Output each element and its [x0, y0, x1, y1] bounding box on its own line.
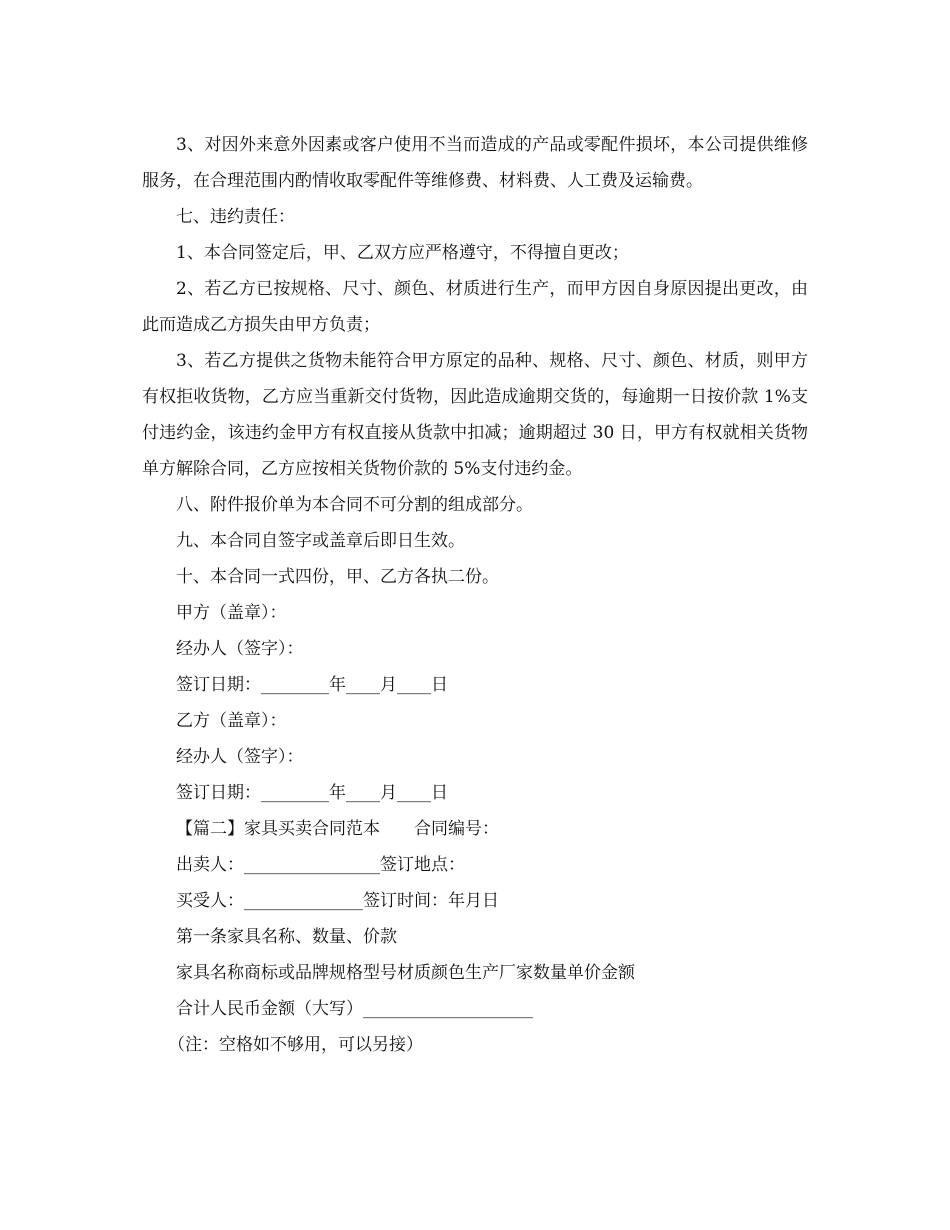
party-b-sign-date: 签订日期：________年____月____日 — [176, 783, 448, 803]
party-b-agent-signature: 经办人（签字）： — [176, 747, 304, 767]
furniture-table-header: 家具名称商标或品牌规格型号材质颜色生产厂家数量单价金额 — [176, 963, 635, 983]
party-a-seal: 甲方（盖章）： — [176, 603, 287, 623]
section-title-furniture-contract: 【篇二】家具买卖合同范本 合同编号： — [176, 819, 499, 839]
paragraph-clause-3: 3、若乙方提供之货物未能符合甲方原定的品种、规格、尺寸、颜色、材质，则甲方有权拒收货物，乙方应当重新交付货物，因此造成逾期交货的，每逾期一日按价款 1%支付违约金，该违约金甲方有权直接从货款中扣减；逾期超过 30 日，甲方有权就相关货物单方解除合同，乙方应按相关货物价款的 5%支付违约金。 — [142, 351, 808, 479]
heading-breach-liability: 七、违约责任： — [176, 207, 295, 227]
seller-line: 出卖人：________________签订地点： — [176, 855, 465, 875]
paragraph-effective: 九、本合同自签字或盖章后即日生效。 — [176, 531, 465, 551]
party-a-agent-signature: 经办人（签字）： — [176, 639, 304, 659]
paragraph-attachment: 八、附件报价单为本合同不可分割的组成部分。 — [176, 495, 533, 515]
total-amount-line: 合计人民币金额（大写）____________________ — [176, 999, 533, 1019]
paragraph-clause-2: 2、若乙方已按规格、尺寸、颜色、材质进行生产，而甲方因自身原因提出更改，由此而造成乙方损失由甲方负责； — [142, 279, 808, 335]
paragraph-copies: 十、本合同一式四份，甲、乙方各执二份。 — [176, 567, 499, 587]
article-one-title: 第一条家具名称、数量、价款 — [176, 927, 397, 947]
party-b-seal: 乙方（盖章）： — [176, 711, 287, 731]
note-line: （注：空格如不够用，可以另接） — [168, 1035, 423, 1055]
paragraph-clause-1: 1、本合同签定后，甲、乙双方应严格遵守，不得擅自更改； — [176, 243, 629, 263]
party-a-sign-date: 签订日期：________年____月____日 — [176, 675, 448, 695]
buyer-line: 买受人：______________签订时间：年月日 — [176, 891, 499, 911]
paragraph-repair-service: 3、对因外来意外因素或客户使用不当而造成的产品或零配件损坏，本公司提供维修服务，在合理范围内酌情收取零配件等维修费、材料费、人工费及运输费。 — [142, 135, 808, 191]
